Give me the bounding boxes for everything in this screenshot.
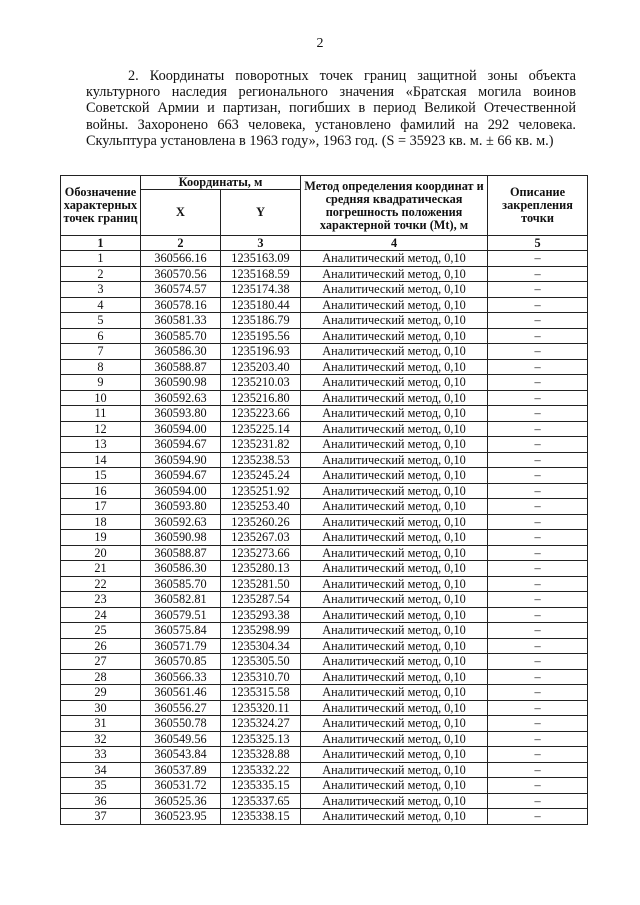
y-coordinate-cell: 1235338.15 [221, 809, 301, 825]
point-id-cell: 24 [61, 607, 141, 623]
table-row [61, 716, 588, 732]
description-cell: – [488, 313, 588, 329]
method-cell: Аналитический метод, 0,10 [301, 809, 488, 825]
description-cell: – [488, 793, 588, 809]
x-coordinate-cell: 360566.33 [141, 669, 221, 685]
y-coordinate-cell: 1235223.66 [221, 406, 301, 422]
y-coordinate-cell: 1235245.24 [221, 468, 301, 484]
y-coordinate-cell: 1235320.11 [221, 700, 301, 716]
x-coordinate-cell: 360581.33 [141, 313, 221, 329]
description-cell: – [488, 421, 588, 437]
x-coordinate-cell: 360574.57 [141, 282, 221, 298]
description-cell: – [488, 778, 588, 794]
y-coordinate-cell: 1235332.22 [221, 762, 301, 778]
header-coordinates: Координаты, м [141, 176, 301, 190]
y-coordinate-cell: 1235196.93 [221, 344, 301, 360]
header-description: Описание закрепления точки [488, 176, 588, 236]
header-x: X [141, 190, 221, 236]
point-id-cell: 34 [61, 762, 141, 778]
y-coordinate-cell: 1235305.50 [221, 654, 301, 670]
method-cell: Аналитический метод, 0,10 [301, 437, 488, 453]
description-cell: – [488, 545, 588, 561]
table-row [61, 452, 588, 468]
method-cell: Аналитический метод, 0,10 [301, 561, 488, 577]
column-number: 3 [221, 236, 301, 251]
y-coordinate-cell: 1235337.65 [221, 793, 301, 809]
method-cell: Аналитический метод, 0,10 [301, 297, 488, 313]
x-coordinate-cell: 360585.70 [141, 328, 221, 344]
x-coordinate-cell: 360586.30 [141, 344, 221, 360]
x-coordinate-cell: 360578.16 [141, 297, 221, 313]
x-coordinate-cell: 360566.16 [141, 251, 221, 267]
point-id-cell: 3 [61, 282, 141, 298]
method-cell: Аналитический метод, 0,10 [301, 421, 488, 437]
y-coordinate-cell: 1235267.03 [221, 530, 301, 546]
x-coordinate-cell: 360570.85 [141, 654, 221, 670]
method-cell: Аналитический метод, 0,10 [301, 390, 488, 406]
description-cell: – [488, 390, 588, 406]
y-coordinate-cell: 1235238.53 [221, 452, 301, 468]
description-cell: – [488, 700, 588, 716]
table-row [61, 514, 588, 530]
description-cell: – [488, 359, 588, 375]
table-row [61, 282, 588, 298]
point-id-cell: 23 [61, 592, 141, 608]
table-row [61, 328, 588, 344]
description-cell: – [488, 375, 588, 391]
method-cell: Аналитический метод, 0,10 [301, 762, 488, 778]
method-cell: Аналитический метод, 0,10 [301, 468, 488, 484]
x-coordinate-cell: 360594.00 [141, 421, 221, 437]
table-row [61, 809, 588, 825]
point-id-cell: 22 [61, 576, 141, 592]
description-cell: – [488, 747, 588, 763]
y-coordinate-cell: 1235335.15 [221, 778, 301, 794]
method-cell: Аналитический метод, 0,10 [301, 638, 488, 654]
description-cell: – [488, 266, 588, 282]
x-coordinate-cell: 360523.95 [141, 809, 221, 825]
x-coordinate-cell: 360582.81 [141, 592, 221, 608]
table-row [61, 251, 588, 267]
y-coordinate-cell: 1235287.54 [221, 592, 301, 608]
column-number: 4 [301, 236, 488, 251]
y-coordinate-cell: 1235225.14 [221, 421, 301, 437]
y-coordinate-cell: 1235325.13 [221, 731, 301, 747]
description-cell: – [488, 437, 588, 453]
description-cell: – [488, 251, 588, 267]
x-coordinate-cell: 360593.80 [141, 499, 221, 515]
table-row [61, 592, 588, 608]
method-cell: Аналитический метод, 0,10 [301, 545, 488, 561]
x-coordinate-cell: 360592.63 [141, 390, 221, 406]
x-coordinate-cell: 360531.72 [141, 778, 221, 794]
header-y: Y [221, 190, 301, 236]
x-coordinate-cell: 360590.98 [141, 530, 221, 546]
description-cell: – [488, 654, 588, 670]
y-coordinate-cell: 1235168.59 [221, 266, 301, 282]
x-coordinate-cell: 360570.56 [141, 266, 221, 282]
description-cell: – [488, 592, 588, 608]
method-cell: Аналитический метод, 0,10 [301, 793, 488, 809]
point-id-cell: 36 [61, 793, 141, 809]
y-coordinate-cell: 1235298.99 [221, 623, 301, 639]
x-coordinate-cell: 360561.46 [141, 685, 221, 701]
header-method: Метод определения координат и средняя квадратическая погрешность положения характерной точки (Mt), м [301, 176, 488, 236]
point-id-cell: 4 [61, 297, 141, 313]
method-cell: Аналитический метод, 0,10 [301, 530, 488, 546]
y-coordinate-cell: 1235293.38 [221, 607, 301, 623]
point-id-cell: 12 [61, 421, 141, 437]
description-cell: – [488, 561, 588, 577]
table-row [61, 778, 588, 794]
description-cell: – [488, 483, 588, 499]
coordinates-table [60, 175, 588, 825]
method-cell: Аналитический метод, 0,10 [301, 576, 488, 592]
method-cell: Аналитический метод, 0,10 [301, 359, 488, 375]
point-id-cell: 19 [61, 530, 141, 546]
y-coordinate-cell: 1235163.09 [221, 251, 301, 267]
column-number: 2 [141, 236, 221, 251]
table-row [61, 576, 588, 592]
method-cell: Аналитический метод, 0,10 [301, 483, 488, 499]
intro-text: 2. Координаты поворотных точек границ защитной зоны объекта культурного наследия регионального значения «Братская могила воинов Советской Армии и партизан, погибших в период Великой Отечественной войны. Захоронено 663 человека, установлено фамилий на 292 человека. Скульптура установлена в 1963 году», 1963 год. (S = 35923 кв. м. ± 66 кв. м.) [86, 68, 576, 149]
table-row [61, 499, 588, 515]
table-row [61, 468, 588, 484]
table-row [61, 530, 588, 546]
x-coordinate-cell: 360590.98 [141, 375, 221, 391]
point-id-cell: 6 [61, 328, 141, 344]
point-id-cell: 25 [61, 623, 141, 639]
point-id-cell: 8 [61, 359, 141, 375]
x-coordinate-cell: 360550.78 [141, 716, 221, 732]
point-id-cell: 9 [61, 375, 141, 391]
description-cell: – [488, 623, 588, 639]
method-cell: Аналитический метод, 0,10 [301, 654, 488, 670]
method-cell: Аналитический метод, 0,10 [301, 731, 488, 747]
x-coordinate-cell: 360593.80 [141, 406, 221, 422]
table-row [61, 297, 588, 313]
method-cell: Аналитический метод, 0,10 [301, 669, 488, 685]
table-row [61, 266, 588, 282]
point-id-cell: 29 [61, 685, 141, 701]
y-coordinate-cell: 1235180.44 [221, 297, 301, 313]
description-cell: – [488, 607, 588, 623]
y-coordinate-cell: 1235203.40 [221, 359, 301, 375]
table-row [61, 638, 588, 654]
y-coordinate-cell: 1235324.27 [221, 716, 301, 732]
point-id-cell: 37 [61, 809, 141, 825]
y-coordinate-cell: 1235216.80 [221, 390, 301, 406]
point-id-cell: 2 [61, 266, 141, 282]
method-cell: Аналитический метод, 0,10 [301, 328, 488, 344]
method-cell: Аналитический метод, 0,10 [301, 406, 488, 422]
description-cell: – [488, 576, 588, 592]
table-row [61, 700, 588, 716]
method-cell: Аналитический метод, 0,10 [301, 375, 488, 391]
table-row [61, 654, 588, 670]
point-id-cell: 1 [61, 251, 141, 267]
point-id-cell: 28 [61, 669, 141, 685]
y-coordinate-cell: 1235231.82 [221, 437, 301, 453]
description-cell: – [488, 344, 588, 360]
method-cell: Аналитический метод, 0,10 [301, 282, 488, 298]
point-id-cell: 18 [61, 514, 141, 530]
table-row [61, 483, 588, 499]
point-id-cell: 14 [61, 452, 141, 468]
point-id-cell: 27 [61, 654, 141, 670]
method-cell: Аналитический метод, 0,10 [301, 499, 488, 515]
table-row [61, 390, 588, 406]
y-coordinate-cell: 1235251.92 [221, 483, 301, 499]
method-cell: Аналитический метод, 0,10 [301, 452, 488, 468]
y-coordinate-cell: 1235253.40 [221, 499, 301, 515]
point-id-cell: 17 [61, 499, 141, 515]
table-row [61, 406, 588, 422]
point-id-cell: 30 [61, 700, 141, 716]
point-id-cell: 33 [61, 747, 141, 763]
x-coordinate-cell: 360594.90 [141, 452, 221, 468]
y-coordinate-cell: 1235195.56 [221, 328, 301, 344]
intro-paragraph [86, 68, 576, 149]
x-coordinate-cell: 360594.00 [141, 483, 221, 499]
y-coordinate-cell: 1235304.34 [221, 638, 301, 654]
method-cell: Аналитический метод, 0,10 [301, 514, 488, 530]
y-coordinate-cell: 1235280.13 [221, 561, 301, 577]
x-coordinate-cell: 360525.36 [141, 793, 221, 809]
y-coordinate-cell: 1235260.26 [221, 514, 301, 530]
y-coordinate-cell: 1235281.50 [221, 576, 301, 592]
x-coordinate-cell: 360571.79 [141, 638, 221, 654]
x-coordinate-cell: 360556.27 [141, 700, 221, 716]
description-cell: – [488, 731, 588, 747]
description-cell: – [488, 685, 588, 701]
description-cell: – [488, 406, 588, 422]
table-row [61, 623, 588, 639]
column-number: 1 [61, 236, 141, 251]
x-coordinate-cell: 360592.63 [141, 514, 221, 530]
method-cell: Аналитический метод, 0,10 [301, 747, 488, 763]
table-row [61, 437, 588, 453]
point-id-cell: 15 [61, 468, 141, 484]
y-coordinate-cell: 1235328.88 [221, 747, 301, 763]
method-cell: Аналитический метод, 0,10 [301, 685, 488, 701]
description-cell: – [488, 716, 588, 732]
point-id-cell: 26 [61, 638, 141, 654]
x-coordinate-cell: 360579.51 [141, 607, 221, 623]
description-cell: – [488, 514, 588, 530]
method-cell: Аналитический метод, 0,10 [301, 266, 488, 282]
table-row [61, 607, 588, 623]
table-row [61, 762, 588, 778]
description-cell: – [488, 297, 588, 313]
table-body [61, 236, 588, 825]
table-row [61, 731, 588, 747]
point-id-cell: 20 [61, 545, 141, 561]
description-cell: – [488, 530, 588, 546]
method-cell: Аналитический метод, 0,10 [301, 344, 488, 360]
x-coordinate-cell: 360549.56 [141, 731, 221, 747]
y-coordinate-cell: 1235315.58 [221, 685, 301, 701]
x-coordinate-cell: 360543.84 [141, 747, 221, 763]
description-cell: – [488, 282, 588, 298]
x-coordinate-cell: 360537.89 [141, 762, 221, 778]
method-cell: Аналитический метод, 0,10 [301, 592, 488, 608]
point-id-cell: 35 [61, 778, 141, 794]
point-id-cell: 21 [61, 561, 141, 577]
table-row [61, 344, 588, 360]
point-id-cell: 31 [61, 716, 141, 732]
description-cell: – [488, 468, 588, 484]
page-number: 2 [316, 36, 324, 51]
table-row [61, 359, 588, 375]
method-cell: Аналитический метод, 0,10 [301, 607, 488, 623]
description-cell: – [488, 762, 588, 778]
method-cell: Аналитический метод, 0,10 [301, 623, 488, 639]
x-coordinate-cell: 360585.70 [141, 576, 221, 592]
description-cell: – [488, 452, 588, 468]
point-id-cell: 7 [61, 344, 141, 360]
method-cell: Аналитический метод, 0,10 [301, 251, 488, 267]
point-id-cell: 32 [61, 731, 141, 747]
table-row [61, 375, 588, 391]
x-coordinate-cell: 360594.67 [141, 437, 221, 453]
table-row [61, 685, 588, 701]
method-cell: Аналитический метод, 0,10 [301, 700, 488, 716]
table-row [61, 421, 588, 437]
point-id-cell: 13 [61, 437, 141, 453]
y-coordinate-cell: 1235186.79 [221, 313, 301, 329]
description-cell: – [488, 669, 588, 685]
table-row [61, 793, 588, 809]
point-id-cell: 16 [61, 483, 141, 499]
method-cell: Аналитический метод, 0,10 [301, 313, 488, 329]
method-cell: Аналитический метод, 0,10 [301, 778, 488, 794]
y-coordinate-cell: 1235174.38 [221, 282, 301, 298]
point-id-cell: 11 [61, 406, 141, 422]
table-row [61, 313, 588, 329]
y-coordinate-cell: 1235273.66 [221, 545, 301, 561]
y-coordinate-cell: 1235310.70 [221, 669, 301, 685]
x-coordinate-cell: 360594.67 [141, 468, 221, 484]
x-coordinate-cell: 360588.87 [141, 359, 221, 375]
point-id-cell: 5 [61, 313, 141, 329]
x-coordinate-cell: 360588.87 [141, 545, 221, 561]
table-row [61, 561, 588, 577]
description-cell: – [488, 638, 588, 654]
description-cell: – [488, 499, 588, 515]
x-coordinate-cell: 360575.84 [141, 623, 221, 639]
column-number: 5 [488, 236, 588, 251]
point-id-cell: 10 [61, 390, 141, 406]
description-cell: – [488, 328, 588, 344]
column-number-row [61, 236, 588, 251]
y-coordinate-cell: 1235210.03 [221, 375, 301, 391]
method-cell: Аналитический метод, 0,10 [301, 716, 488, 732]
x-coordinate-cell: 360586.30 [141, 561, 221, 577]
table-row [61, 545, 588, 561]
table-row [61, 669, 588, 685]
table-row [61, 747, 588, 763]
header-point-id: Обозначение характерных точек границ [61, 176, 141, 236]
description-cell: – [488, 809, 588, 825]
